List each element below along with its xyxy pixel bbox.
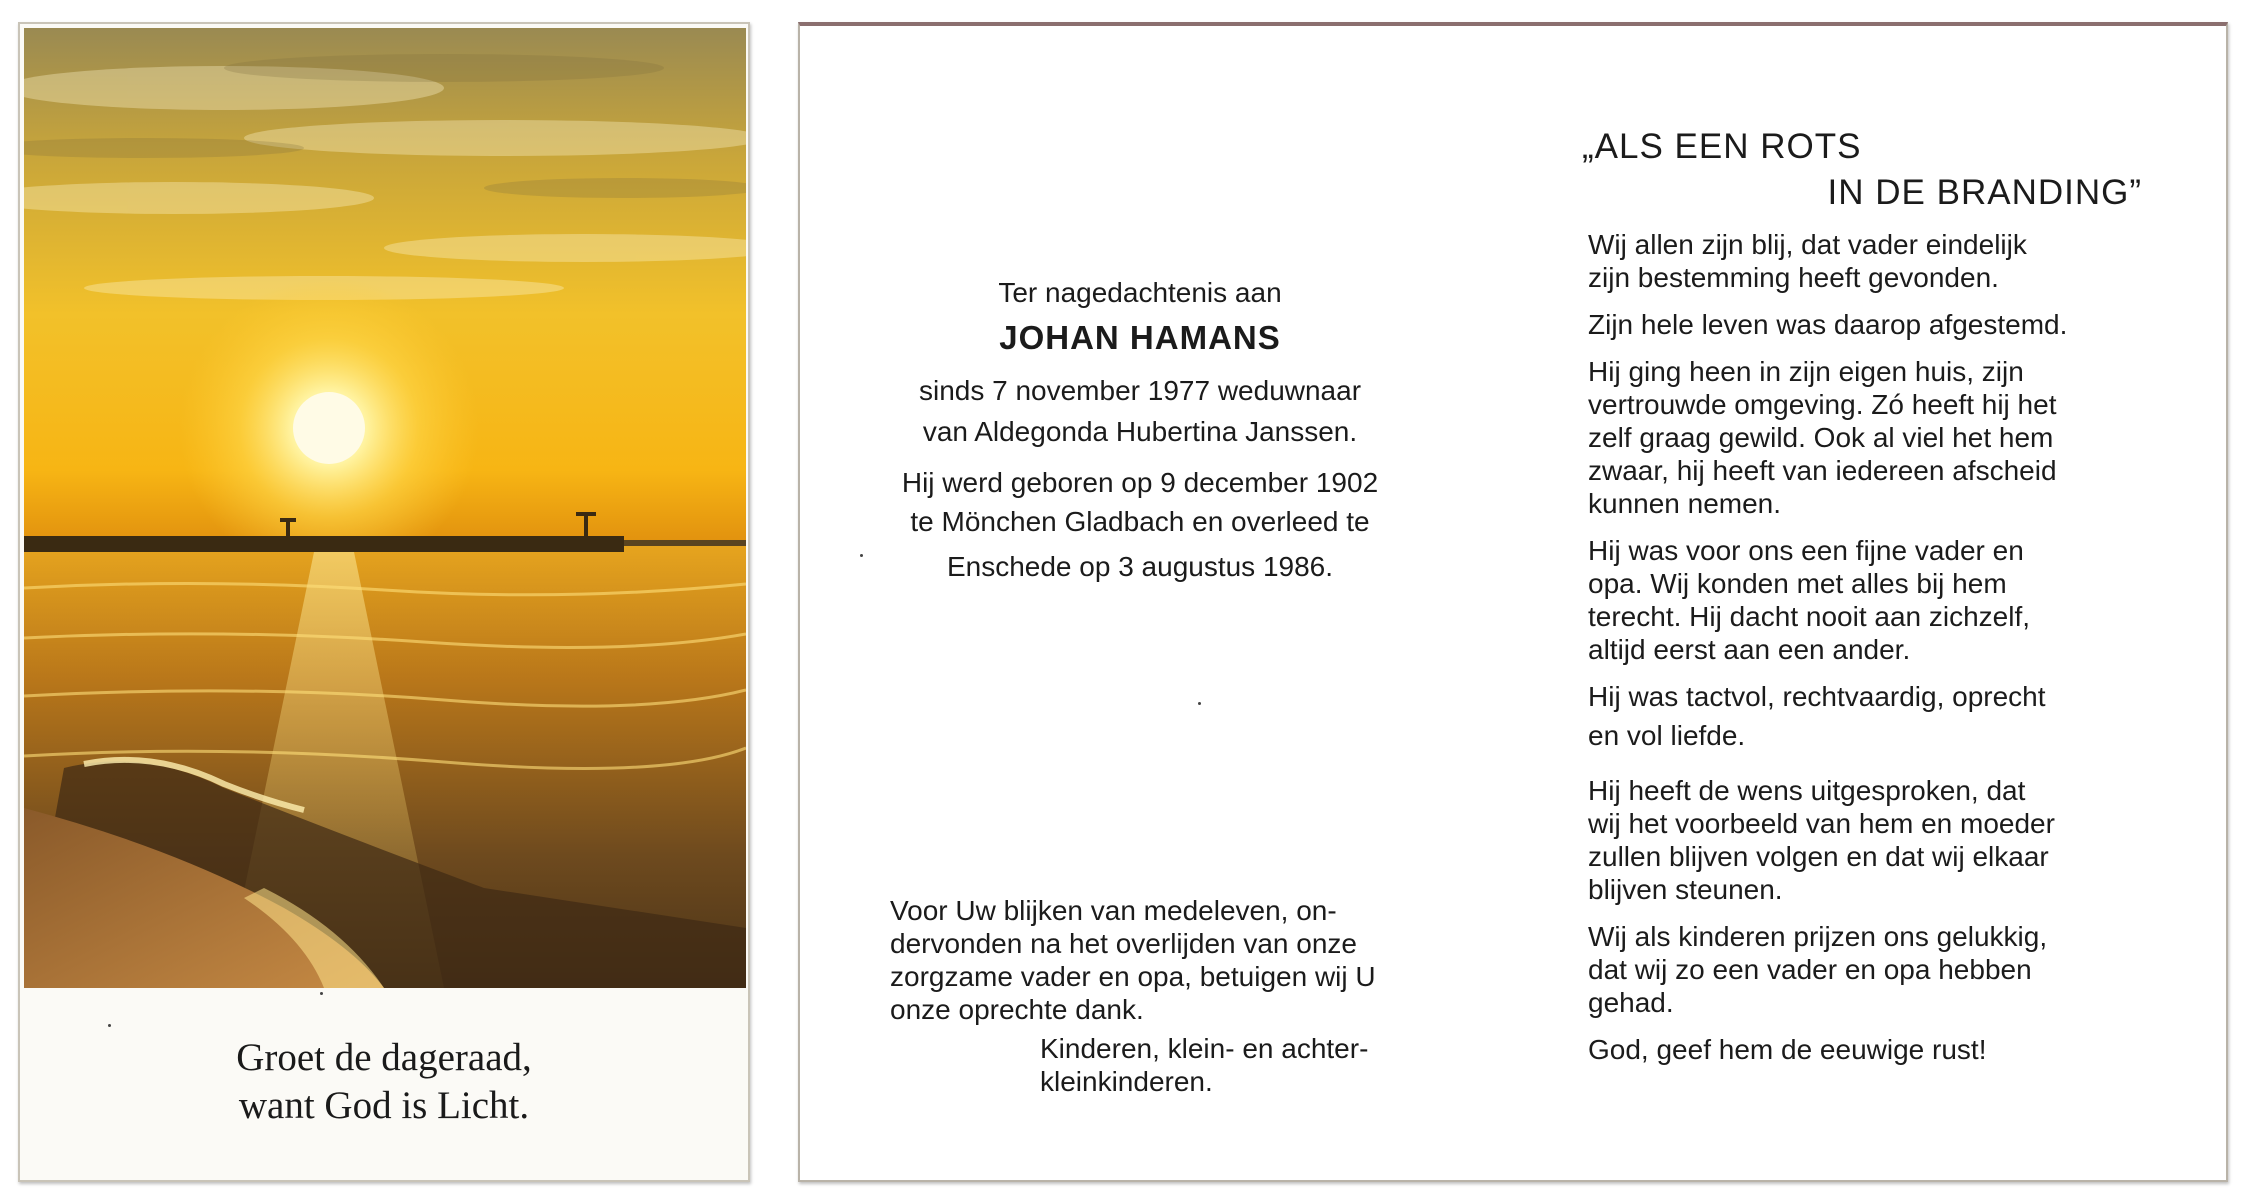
poem-title — [1582, 124, 2142, 216]
front-card — [18, 22, 750, 1182]
poem-line: zelf graag gewild. Ook al viel het hem — [1588, 422, 2054, 453]
poem-line: kunnen nemen. — [1588, 488, 1782, 519]
widower-line-1: sinds 7 november 1977 weduwnaar — [918, 375, 1362, 406]
poem-body — [1588, 228, 2188, 1080]
sunset-illustration — [24, 28, 746, 988]
poem-line: Wij allen zijn blij, dat vader eindelijk — [1588, 229, 2027, 260]
poem-line: blijven steunen. — [1588, 874, 1783, 905]
birth-death-line-2: te Mönchen Gladbach en overleed te — [910, 506, 1370, 537]
poem-line: wij het voorbeeld van hem en moeder — [1588, 808, 2055, 839]
poem-line: opa. Wij konden met alles bij hem — [1588, 568, 2007, 599]
poem-line: Wij als kinderen prijzen ons gelukkig, — [1588, 921, 2048, 952]
thanks-line-3: zorgzame vader en opa, betuigen wij U — [890, 961, 1376, 992]
front-caption — [20, 1034, 748, 1130]
poem-paragraph — [1588, 308, 2188, 341]
poem-line: zwaar, hij heeft van iedereen afscheid — [1588, 455, 2057, 486]
birth-death-line-1: Hij werd geboren op 9 december 1902 — [901, 467, 1379, 498]
caption-line-1: Groet de dageraad, — [236, 1036, 532, 1079]
speck — [320, 992, 323, 995]
poem-paragraph — [1588, 534, 2188, 666]
poem-line: vertrouwde omgeving. Zó heeft hij het — [1588, 389, 2057, 420]
poem-line: en vol liefde. — [1588, 720, 1746, 751]
speck — [860, 554, 863, 557]
poem-line: Hij ging heen in zijn eigen huis, zijn — [1588, 356, 2024, 387]
memorial-intro: Ter nagedachtenis aan — [998, 277, 1282, 308]
poem-title-line-1: „ALS EEN ROTS — [1582, 127, 1862, 166]
birth-death-line-3: Enschede op 3 augustus 1986. — [946, 551, 1334, 582]
thanks-line-4: onze oprechte dank. — [890, 994, 1144, 1025]
poem-paragraph — [1588, 680, 2188, 752]
thanks-block — [890, 894, 1450, 1098]
speck — [108, 1024, 111, 1027]
poem-line: terecht. Hij dacht nooit aan zichzelf, — [1588, 601, 2031, 632]
sunset-sea-photo — [24, 28, 746, 988]
poem-line: zullen blijven volgen en dat wij elkaar — [1588, 841, 2049, 872]
caption-line-2: want God is Licht. — [238, 1084, 530, 1127]
poem-paragraph — [1588, 355, 2188, 520]
poem-paragraph — [1588, 1033, 2188, 1066]
poem-line: zijn bestemming heeft gevonden. — [1588, 262, 1999, 293]
inside-card — [798, 22, 2228, 1182]
poem-line: gehad. — [1588, 987, 1674, 1018]
poem-line: Hij was voor ons een fijne vader en — [1588, 535, 2024, 566]
speck — [1198, 702, 1201, 705]
poem-title-line-2: IN DE BRANDING” — [1827, 173, 2142, 212]
poem-line: Hij was tactvol, rechtvaardig, oprecht — [1588, 681, 2046, 712]
poem-paragraph — [1588, 774, 2188, 906]
widower-line-2: van Aldegonda Hubertina Janssen. — [922, 416, 1358, 447]
poem-line: dat wij zo een vader en opa hebben — [1588, 954, 2032, 985]
thanks-line-2: dervonden na het overlijden van onze — [890, 928, 1358, 959]
poem-paragraph — [1588, 228, 2188, 294]
poem-line: Zijn hele leven was daarop afgestemd. — [1588, 309, 2068, 340]
poem-paragraph — [1588, 920, 2188, 1019]
poem-line: God, geef hem de eeuwige rust! — [1588, 1034, 1987, 1065]
poem-line: altijd eerst aan een ander. — [1588, 634, 1911, 665]
poem-line: Hij heeft de wens uitgesproken, dat — [1588, 775, 2026, 806]
signature-line-2: kleinkinderen. — [1040, 1066, 1213, 1097]
deceased-name: JOHAN HAMANS — [999, 319, 1281, 356]
thanks-line-1: Voor Uw blijken van medeleven, on- — [890, 895, 1337, 926]
memorial-block — [860, 276, 1420, 583]
signature-line-1: Kinderen, klein- en achter- — [1040, 1033, 1369, 1064]
